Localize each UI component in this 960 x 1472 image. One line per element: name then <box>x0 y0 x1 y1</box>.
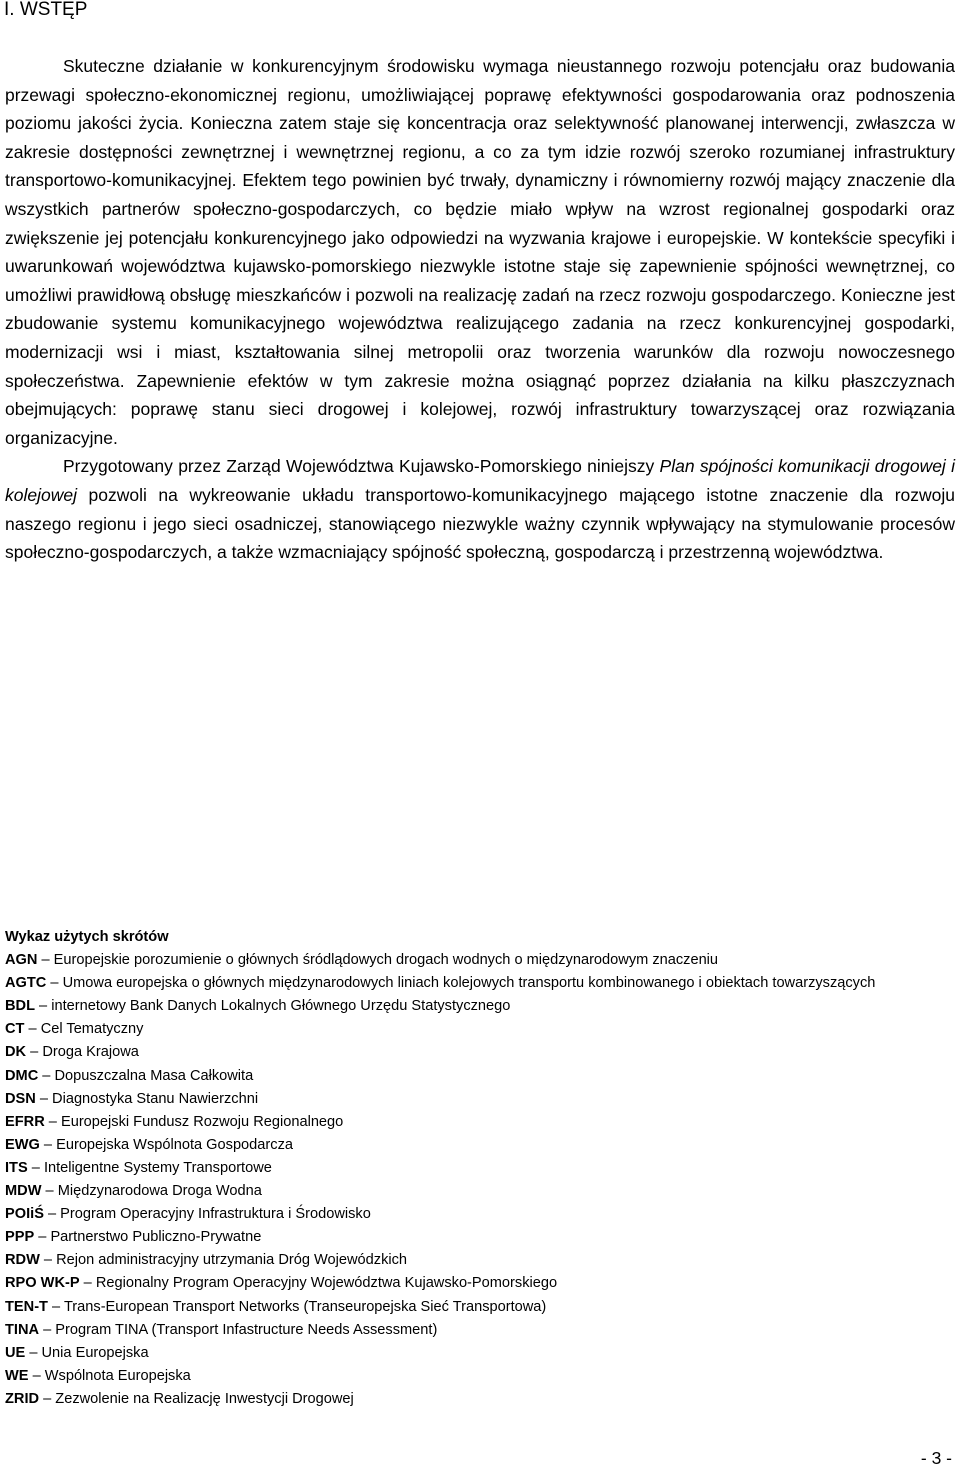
abbreviation-separator: – <box>25 1344 42 1361</box>
abbreviation-item <box>5 1296 956 1319</box>
abbreviation-item <box>5 972 956 995</box>
abbreviation-code: RPO WK-P <box>5 1275 80 1292</box>
abbreviation-item <box>5 1203 956 1226</box>
abbreviation-separator: – <box>37 952 54 969</box>
abbreviation-code: EFRR <box>5 1113 45 1130</box>
abbreviation-code: ITS <box>5 1159 28 1176</box>
abbreviation-code: TINA <box>5 1321 40 1338</box>
paragraph-2-rest: pozwoli na wykreowanie układu transportowo-komunikacyjnego mającego istotne znaczenie dla rozwoju naszego regionu i jego sieci osadniczej, stanowiącego niezwykle ważny czynnik wpływający na stymulowanie procesów społeczno-gospodarczych, a także wzmacniający spójność społeczną, gospodarczą i przestrzenną województwa. <box>5 484 955 563</box>
abbreviation-description: Dopuszczalna Masa Całkowita <box>54 1067 254 1084</box>
abbreviation-separator: – <box>44 1113 61 1130</box>
abbreviation-description: Umowa europejska o głównych międzynarodowych liniach kolejowych transportu kombinowanego i obiektach towarzyszących <box>62 975 876 992</box>
abbreviation-description: Regionalny Program Operacyjny Województwa Kujawsko-Pomorskiego <box>95 1275 558 1292</box>
abbreviation-description: Europejskie porozumienie o głównych śródlądowych drogach wodnych o międzynarodowym znaczeniu <box>53 952 719 969</box>
page-number: - 3 - <box>920 1448 952 1468</box>
abbreviation-item <box>5 1041 956 1064</box>
abbreviation-item <box>5 1065 956 1088</box>
abbreviation-item <box>5 1249 956 1272</box>
abbreviation-code: WE <box>5 1367 29 1384</box>
abbreviation-code: AGTC <box>5 975 47 992</box>
abbreviation-item <box>5 949 956 972</box>
abbreviation-description: Europejski Fundusz Rozwoju Regionalnego <box>60 1113 344 1130</box>
abbreviation-separator: – <box>39 1321 56 1338</box>
abbreviation-separator: – <box>35 1090 53 1107</box>
abbreviation-separator: – <box>39 1390 56 1407</box>
abbreviation-description: Wspólnota Europejska <box>44 1367 191 1384</box>
abbreviation-code: DMC <box>5 1067 39 1084</box>
abbreviation-description: Partnerstwo Publiczno-Prywatne <box>50 1229 262 1246</box>
section-heading: I. WSTĘP <box>4 0 88 20</box>
abbreviation-code: EWG <box>5 1136 40 1153</box>
abbreviation-item <box>5 1319 956 1342</box>
abbreviation-separator: – <box>43 1206 61 1223</box>
plan-title: Plan spójności komunikacji drogowej i kolejowej <box>5 456 956 505</box>
abbreviation-item <box>5 1134 956 1157</box>
abbreviation-item <box>5 1111 956 1134</box>
abbreviation-code: UE <box>5 1344 26 1361</box>
abbreviation-separator: – <box>79 1275 96 1292</box>
abbreviation-code: RDW <box>5 1252 40 1269</box>
abbreviation-code: AGN <box>5 952 38 969</box>
abbreviation-code: DSN <box>5 1090 36 1107</box>
abbreviation-separator: – <box>46 975 63 992</box>
abbreviation-description: internetowy Bank Danych Lokalnych Głównego Urzędu Statystycznego <box>51 998 511 1015</box>
abbreviation-code: PPP <box>5 1229 35 1246</box>
abbreviations-list <box>5 949 956 1411</box>
abbreviation-code: TEN-T <box>5 1298 48 1315</box>
abbreviation-item <box>5 1088 956 1111</box>
abbreviation-item <box>5 1018 956 1041</box>
abbreviations-title: Wykaz użytych skrótów <box>5 929 169 945</box>
abbreviation-separator: – <box>26 1044 43 1061</box>
abbreviation-code: CT <box>5 1021 25 1038</box>
paragraph-2-lead: Przygotowany przez Zarząd Województwa Kujawsko-Pomorskiego niniejszy <box>63 456 660 477</box>
abbreviations-section <box>5 926 956 1411</box>
abbreviation-item <box>5 1226 956 1249</box>
abbreviation-item <box>5 1272 956 1295</box>
abbreviation-code: MDW <box>5 1183 42 1200</box>
abbreviation-item <box>5 1365 956 1388</box>
abbreviation-description: Cel Tematyczny <box>40 1021 144 1038</box>
abbreviation-separator: – <box>27 1159 44 1176</box>
abbreviation-description: Międzynarodowa Droga Wodna <box>57 1183 262 1200</box>
abbreviation-separator: – <box>39 1136 57 1153</box>
abbreviation-item <box>5 1157 956 1180</box>
abbreviation-description: Diagnostyka Stanu Nawierzchni <box>52 1090 259 1107</box>
abbreviation-separator: – <box>47 1298 64 1315</box>
abbreviation-code: BDL <box>5 998 35 1015</box>
abbreviation-code: POIiŚ <box>5 1206 44 1223</box>
abbreviation-separator: – <box>39 1252 57 1269</box>
abbreviation-description: Program TINA (Transport Infastructure Needs Assessment) <box>55 1321 438 1338</box>
abbreviation-code: DK <box>5 1044 27 1061</box>
abbreviation-description: Droga Krajowa <box>42 1044 139 1061</box>
introduction-text <box>5 52 955 567</box>
abbreviation-description: Program Operacyjny Infrastruktura i Środowisko <box>60 1206 371 1223</box>
abbreviation-item <box>5 995 956 1018</box>
abbreviation-separator: – <box>28 1367 45 1384</box>
abbreviation-code: ZRID <box>5 1390 40 1407</box>
abbreviation-description: Europejska Wspólnota Gospodarcza <box>56 1136 293 1153</box>
abbreviation-item <box>5 1180 956 1203</box>
abbreviation-description: Trans-European Transport Networks (Transeuropejska Sieć Transportowa) <box>63 1298 547 1315</box>
paragraph-1: Skuteczne działanie w konkurencyjnym środowisku wymaga nieustannego rozwoju potencjału oraz budowania przewagi społeczno-ekonomicznej regionu, umożliwiającej poprawę efektywności gospodarowania oraz podnoszenia poziomu jakości życia. Konieczna zatem staje się koncentracja oraz selektywność planowanej interwencji, zwłaszcza w zakresie dostępności zewnętrznej i wewnętrznej regionu, a co za tym idzie rozwój szeroko rozumianej infrastruktury transportowo-komunikacyjnej. Efektem tego powinien być trwały, dynamiczny i równomierny rozwój mający znaczenie dla wszystkich partnerów społeczno-gospodarczych, co będzie miało wpływ na wzrost regionalnej gospodarki oraz zwiększenie jej potencjału konkurencyjnego jako odpowiedzi na wyzwania krajowe i europejskie. W kontekście specyfiki i uwarunkowań województwa kujawsko-pomorskiego niezwykle istotne staje się zapewnienie spójności wewnętrznej, co umożliwi prawidłową obsługę mieszkańców i pozwoli na realizację zadań na rzecz rozwoju gospodarczego. Konieczne jest zbudowanie systemu komunikacyjnego województwa realizującego zadania na rzecz konkurencyjnej gospodarki, modernizacji wsi i miast, kształtowania silnej metropolii oraz tworzenia warunków dla rozwoju nowoczesnego społeczeństwa. Zapewnienie efektów w tym zakresie można osiągnąć poprzez działania na kilku płaszczyznach obejmujących: poprawę stanu sieci drogowej i kolejowej, rozwój infrastruktury towarzyszącej oraz rozwiązania organizacyjne. <box>5 56 955 448</box>
abbreviation-separator: – <box>35 998 52 1015</box>
abbreviation-description: Unia Europejska <box>41 1344 149 1361</box>
abbreviation-separator: – <box>41 1183 58 1200</box>
abbreviation-item <box>5 1342 956 1365</box>
abbreviation-separator: – <box>34 1229 51 1246</box>
abbreviation-item <box>5 1388 956 1411</box>
abbreviation-description: Inteligentne Systemy Transportowe <box>43 1159 272 1176</box>
abbreviation-description: Rejon administracyjny utrzymania Dróg Wojewódzkich <box>56 1252 408 1269</box>
abbreviation-separator: – <box>38 1067 55 1084</box>
abbreviation-description: Zezwolenie na Realizację Inwestycji Drogowej <box>55 1390 354 1407</box>
abbreviation-separator: – <box>24 1021 41 1038</box>
paragraph-2 <box>5 452 955 566</box>
